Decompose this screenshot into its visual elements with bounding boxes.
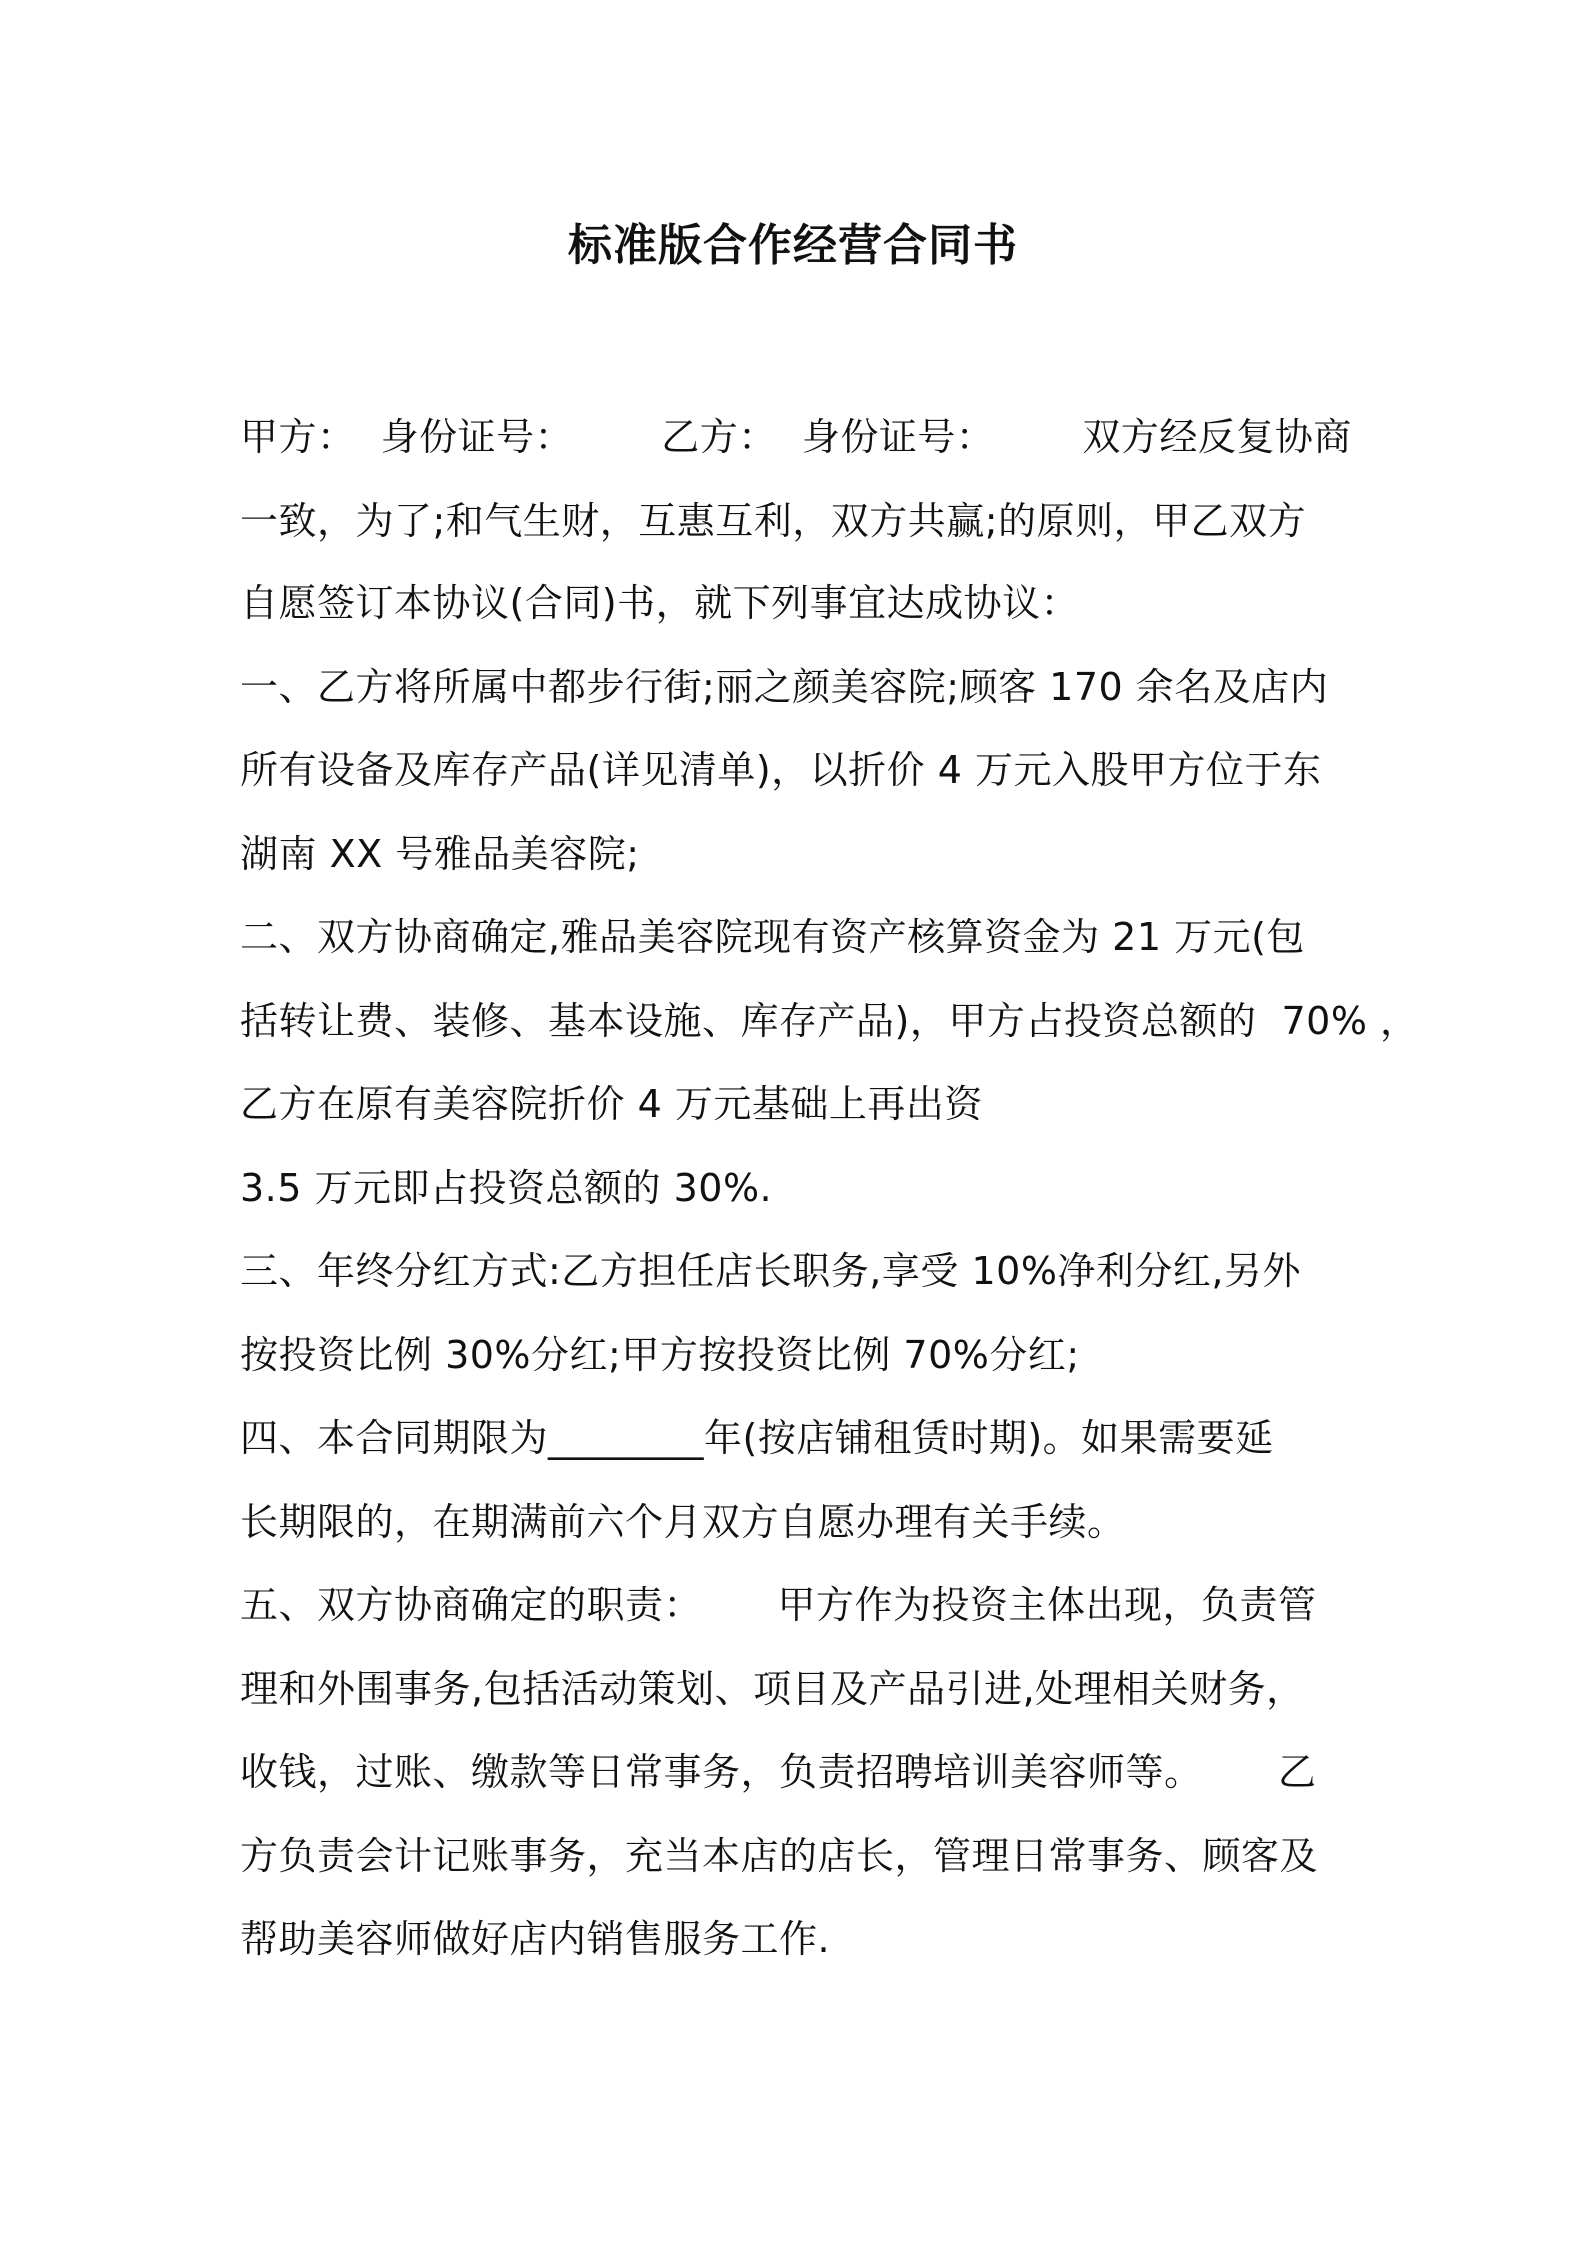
paragraph-line: 一、乙方将所属中都步行街;丽之颜美容院;顾客 170 余名及店内 [240,665,1329,709]
paragraph-line: 按投资比例 30%分红;甲方按投资比例 70%分红; [240,1333,1080,1377]
paragraph-line: 湖南 XX 号雅品美容院; [240,832,640,876]
paragraph-line: 四、本合同期限为________年(按店铺租赁时期)。如果需要延 [240,1416,1274,1460]
paragraph-line: 甲方： 身份证号： 乙方： 身份证号： 双方经反复协商 [240,415,1352,459]
paragraph-line: 五、双方协商确定的职责： 甲方作为投资主体出现，负责管 [240,1583,1317,1627]
paragraph-line: 乙方在原有美容院折价 4 万元基础上再出资 [240,1082,983,1126]
paragraph-line: 收钱，过账、缴款等日常事务，负责招聘培训美容师等。 乙 [240,1750,1317,1794]
paragraph-line: 长期限的，在期满前六个月双方自愿办理有关手续。 [240,1500,1126,1544]
paragraph-line: 方负责会计记账事务，充当本店的店长，管理日常事务、顾客及 [240,1834,1319,1878]
paragraph-line: 自愿签订本协议(合同)书，就下列事宜达成协议： [240,581,1080,625]
paragraph-line: 3.5 万元即占投资总额的 30%. [240,1166,773,1210]
paragraph-line: 三、年终分红方式:乙方担任店长职务,享受 10%净利分红,另外 [240,1249,1302,1293]
paragraph-line: 二、双方协商确定,雅品美容院现有资产核算资金为 21 万元(包 [240,915,1305,959]
paragraph-line: 帮助美容师做好店内销售服务工作. [240,1917,831,1961]
document-title: 标准版合作经营合同书 [568,220,1018,271]
paragraph-line: 理和外围事务,包括活动策划、项目及产品引进,处理相关财务， [240,1667,1305,1711]
paragraph-line: 所有设备及库存产品(详见清单)，以折价 4 万元入股甲方位于东 [240,748,1322,792]
paragraph-line: 括转让费、装修、基本设施、库存产品)，甲方占投资总额的 70% ， [240,999,1419,1043]
paragraph-line: 一致，为了;和气生财，互惠互利，双方共赢;的原则，甲乙双方 [240,499,1307,543]
